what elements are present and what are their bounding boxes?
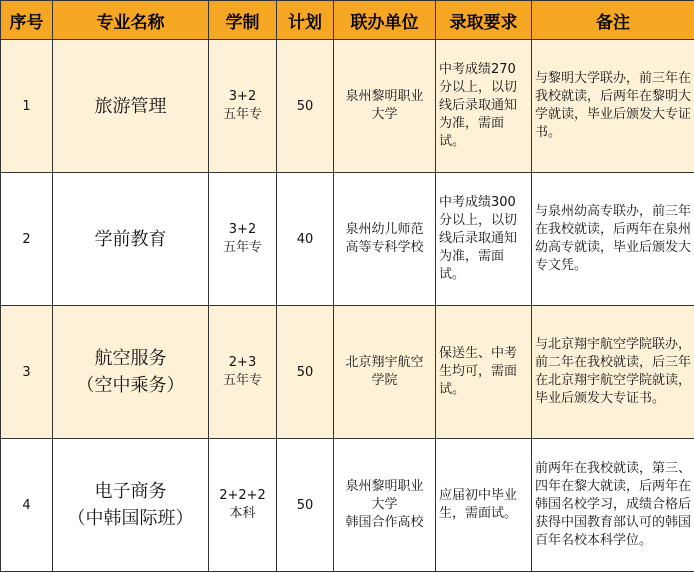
table-row: [1, 306, 694, 439]
plan-cell: 50: [277, 40, 334, 173]
study-system-line: 五年专: [222, 240, 262, 255]
study-system-line: 3+2: [228, 89, 257, 104]
major-name-line: 旅游管理: [94, 95, 167, 117]
plan-cell: 50: [277, 306, 334, 439]
major-name-line: 学前教育: [94, 228, 167, 250]
header-major-name: 专业名称: [53, 1, 209, 40]
study-system-cell: [209, 40, 277, 173]
seq-cell: 4: [1, 439, 53, 572]
header-remarks: 备注: [532, 1, 694, 40]
major-name-line: 电子商务: [94, 481, 167, 502]
joint-unit-line: 大学: [371, 497, 398, 512]
admission-requirement-cell: 保送生、中考生均可，需面试。: [436, 306, 532, 439]
joint-unit-line: 泉州幼儿师范: [345, 222, 424, 237]
joint-unit-line: 北京翔宇航空: [345, 355, 424, 370]
admission-requirement-cell: 应届初中毕业生，需面试。: [436, 439, 532, 572]
major-name-cell: [53, 306, 209, 439]
joint-unit-line: 学院: [371, 373, 398, 388]
joint-unit-line: 泉州黎明职业: [345, 89, 424, 104]
major-name-cell: [53, 439, 209, 572]
study-system-line: 五年专: [222, 107, 262, 122]
study-system-line: 本科: [229, 506, 256, 521]
admission-requirement-cell: 中考成绩300分以上，以切线后录取通知为准，需面试。: [436, 173, 532, 306]
study-system-cell: [209, 306, 277, 439]
major-name-cell: [53, 40, 209, 173]
major-name-line: （中韩国际班）: [67, 508, 194, 529]
admission-requirement-cell: 中考成绩270分以上，以切线后录取通知为准，需面试。: [436, 40, 532, 173]
study-system-line: 3+2: [228, 222, 257, 237]
remarks-cell: 与泉州幼高专联办，前三年在我校就读，后两年在泉州幼高专就读，毕业后颁发大专文凭。: [532, 173, 694, 306]
study-system-line: 2+2+2: [219, 488, 266, 503]
joint-unit-line: 泉州黎明职业: [345, 479, 424, 494]
header-seq: 序号: [1, 1, 53, 40]
joint-unit-cell: [334, 173, 436, 306]
major-name-line: 航空服务: [94, 348, 167, 369]
joint-unit-cell: [334, 306, 436, 439]
header-study-system: 学制: [209, 1, 277, 40]
study-system-cell: [209, 439, 277, 572]
table-row: [1, 40, 694, 173]
major-name-cell: [53, 173, 209, 306]
header-joint-unit: 联办单位: [334, 1, 436, 40]
joint-unit-line: 高等专科学校: [345, 240, 424, 255]
seq-cell: 1: [1, 40, 53, 173]
study-system-line: 2+3: [228, 355, 257, 370]
joint-unit-line: 大学: [371, 107, 398, 122]
plan-cell: 40: [277, 173, 334, 306]
remarks-cell: 与黎明大学联办，前三年在我校就读，后两年在黎明大学就读，毕业后颁发大专证书。: [532, 40, 694, 173]
seq-cell: 2: [1, 173, 53, 306]
table-row: [1, 439, 694, 572]
plan-cell: 50: [277, 439, 334, 572]
study-system-cell: [209, 173, 277, 306]
study-system-line: 五年专: [222, 373, 262, 388]
table-row: [1, 173, 694, 306]
header-plan: 计划: [277, 1, 334, 40]
header-admission-requirement: 录取要求: [436, 1, 532, 40]
remarks-cell: 与北京翔宇航空学院联办，前二年在我校就读，后三年在北京翔宇航空学院就读，毕业后颁发大专证书。: [532, 306, 694, 439]
joint-unit-line: 韩国合作高校: [345, 515, 424, 530]
joint-unit-cell: [334, 439, 436, 572]
joint-unit-cell: [334, 40, 436, 173]
major-name-line: （空中乘务）: [76, 375, 185, 396]
header-row: [1, 1, 694, 40]
seq-cell: 3: [1, 306, 53, 439]
remarks-cell: 前两年在我校就读，第三、四年在黎大就读，后两年在韩国名校学习，成绩合格后获得中国教育部认可的韩国百年名校本科学位。: [532, 439, 694, 572]
